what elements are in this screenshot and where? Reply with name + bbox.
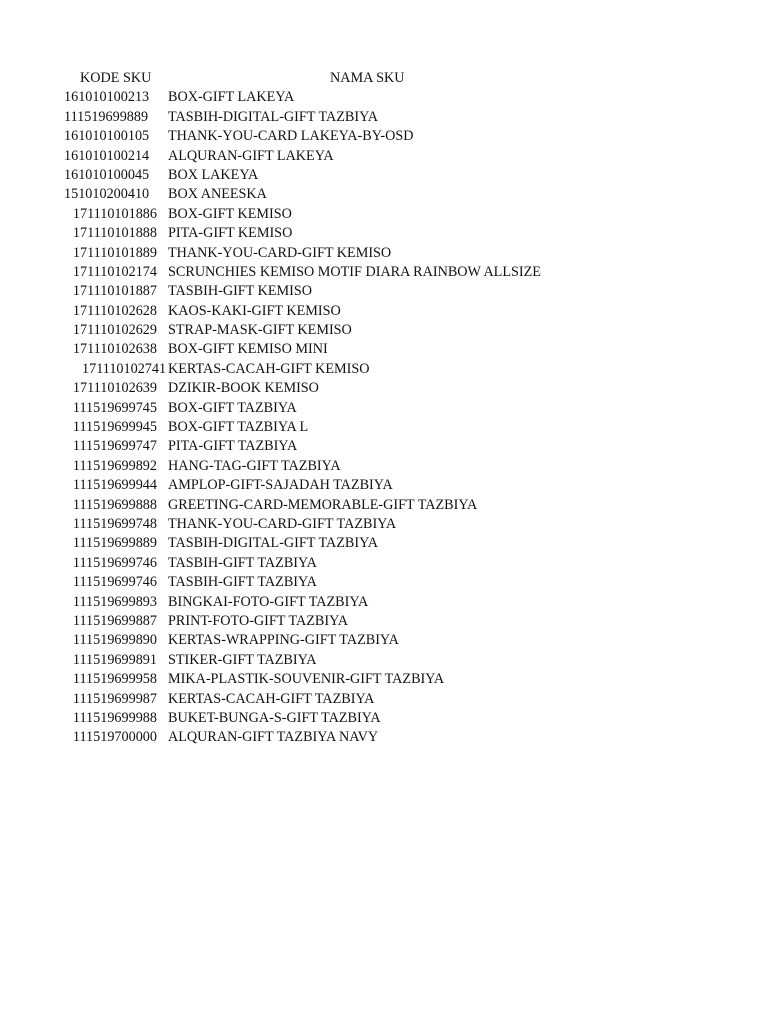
sku-name-cell: TASBIH-GIFT KEMISO [168,283,313,300]
table-row [0,127,768,146]
sku-code-cell: 111519699746 [72,554,157,571]
sku-code-cell: 171110101886 [72,205,157,222]
table-row [0,108,768,127]
table-row [0,147,768,166]
sku-code-cell: 171110102628 [72,302,157,319]
sku-name-cell: ALQURAN-GIFT LAKEYA [168,147,334,164]
sku-name-cell: ALQURAN-GIFT TAZBIYA NAVY [168,729,379,746]
table-row [0,437,768,456]
sku-name-cell: TASBIH-DIGITAL-GIFT TAZBIYA [168,108,379,125]
table-row [0,709,768,728]
sku-name-cell: GREETING-CARD-MEMORABLE-GIFT TAZBIYA [168,496,478,513]
table-row [0,515,768,534]
sku-name-cell: KERTAS-CACAH-GIFT KEMISO [168,360,370,377]
table-row [0,340,768,359]
table-row [0,185,768,204]
table-row [0,399,768,418]
table-row [0,476,768,495]
sku-code-cell: 171110102174 [72,263,157,280]
sku-name-cell: PITA-GIFT KEMISO [168,225,293,242]
sku-name-cell: STIKER-GIFT TAZBIYA [168,651,317,668]
sku-code-cell: 111519699747 [72,438,157,455]
sku-name-cell: TASBIH-DIGITAL-GIFT TAZBIYA [168,535,379,552]
sku-name-cell: BOX-GIFT KEMISO MINI [168,341,328,358]
sku-code-cell: 161010100213 [64,89,150,106]
table-row [0,670,768,689]
table-row [0,496,768,515]
sku-name-cell: BOX LAKEYA [168,166,259,183]
sku-code-cell: 161010100105 [64,128,150,145]
table-row [0,612,768,631]
sku-code-cell: 171110102629 [72,322,157,339]
sku-name-cell: BOX-GIFT TAZBIYA [168,399,297,416]
sku-name-cell: KERTAS-CACAH-GIFT TAZBIYA [168,690,375,707]
sku-code-cell: 171110102639 [72,380,157,397]
table-row [0,244,768,263]
table-row [0,457,768,476]
table-row [0,379,768,398]
sku-code-cell: 111519699987 [72,690,157,707]
sku-code-cell: 111519699958 [72,671,157,688]
table-row [0,205,768,224]
sku-code-cell: 111519699889 [72,535,157,552]
sku-code-cell: 171110101889 [72,244,157,261]
table-body [0,88,768,747]
table-row [0,651,768,670]
sku-code-cell: 111519699887 [72,612,157,629]
table-row [0,418,768,437]
sku-code-cell: 111519699891 [72,651,157,668]
sku-name-cell: DZIKIR-BOOK KEMISO [168,380,319,397]
table-row [0,302,768,321]
sku-name-cell: BOX-GIFT LAKEYA [168,89,295,106]
sku-name-cell: KERTAS-WRAPPING-GIFT TAZBIYA [168,632,399,649]
table-row [0,573,768,592]
table-row [0,534,768,553]
header-kode-sku: KODE SKU [80,70,152,86]
table-row [0,88,768,107]
sku-name-cell: AMPLOP-GIFT-SAJADAH TAZBIYA [168,477,393,494]
sku-code-cell: 161010100045 [64,166,150,183]
sku-name-cell: BINGKAI-FOTO-GIFT TAZBIYA [168,593,369,610]
sku-code-cell: 111519700000 [72,729,157,746]
sku-code-cell: 111519699988 [72,709,157,726]
sku-name-cell: KAOS-KAKI-GIFT KEMISO [168,302,341,319]
sku-name-cell: THANK-YOU-CARD-GIFT TAZBIYA [168,515,397,532]
sku-code-cell: 111519699890 [72,632,157,649]
sku-code-cell: 171110101888 [72,225,157,242]
table-row [0,282,768,301]
sku-code-cell: 171110102741 [82,360,167,377]
sku-name-cell: HANG-TAG-GIFT TAZBIYA [168,457,341,474]
sku-code-cell: 111519699944 [72,477,157,494]
sku-code-cell: 171110101887 [72,283,157,300]
sku-name-cell: BOX ANEESKA [168,186,267,203]
sku-name-cell: MIKA-PLASTIK-SOUVENIR-GIFT TAZBIYA [168,671,445,688]
sku-name-cell: PITA-GIFT TAZBIYA [168,438,298,455]
sku-code-cell: 151010200410 [64,186,150,203]
table-row [0,360,768,379]
sku-code-cell: 111519699892 [72,457,157,474]
sku-code-cell: 111519699746 [72,574,157,591]
table-row [0,554,768,573]
table-row [0,166,768,185]
sku-code-cell: 111519699888 [72,496,157,513]
sku-name-cell: TASBIH-GIFT TAZBIYA [168,574,317,591]
sku-name-cell: PRINT-FOTO-GIFT TAZBIYA [168,612,349,629]
table-row [0,631,768,650]
sku-code-cell: 111519699945 [72,419,157,436]
sku-name-cell: THANK-YOU-CARD-GIFT KEMISO [168,244,392,261]
sku-name-cell: BOX-GIFT KEMISO [168,205,292,222]
sku-code-cell: 111519699889 [64,108,149,125]
sku-name-cell: SCRUNCHIES KEMISO MOTIF DIARA RAINBOW ALLSIZE [168,263,541,280]
table-row [0,728,768,747]
table-row [0,224,768,243]
sku-code-cell: 171110102638 [72,341,157,358]
sku-name-cell: THANK-YOU-CARD LAKEYA-BY-OSD [168,128,414,145]
sku-code-cell: 111519699893 [72,593,157,610]
sku-name-cell: BUKET-BUNGA-S-GIFT TAZBIYA [168,709,381,726]
sku-code-cell: 111519699748 [72,515,157,532]
sku-name-cell: STRAP-MASK-GIFT KEMISO [168,322,352,339]
header-nama-sku: NAMA SKU [330,70,405,86]
table-row [0,690,768,709]
sku-name-cell: BOX-GIFT TAZBIYA L [168,419,309,436]
table-row [0,593,768,612]
sku-name-cell: TASBIH-GIFT TAZBIYA [168,554,317,571]
table-row [0,263,768,282]
table-header [0,69,768,88]
sku-code-cell: 161010100214 [64,147,150,164]
table-row [0,321,768,340]
sku-code-cell: 111519699745 [72,399,157,416]
sku-table [0,69,768,748]
